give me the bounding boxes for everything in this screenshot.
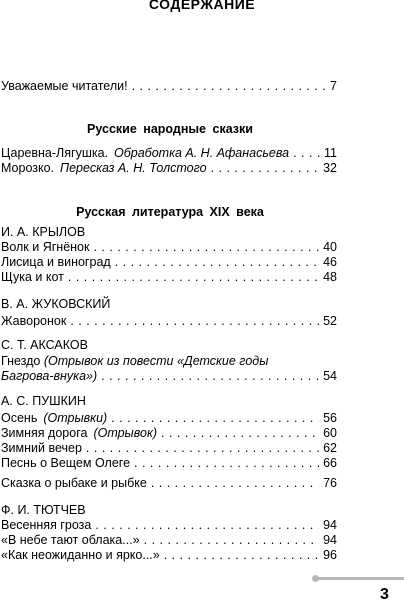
entry-page: 52: [323, 314, 337, 328]
entry-title: Гнездо: [1, 354, 41, 368]
page-title: СОДЕРЖАНИЕ: [148, 0, 256, 12]
entry-page: 7: [330, 79, 337, 93]
leader-dots: [293, 146, 320, 161]
toc-entry[interactable]: [1, 411, 337, 426]
leader-dots: [161, 426, 319, 441]
entry-page: 46: [323, 255, 337, 269]
entry-title: Песнь о Вещем Олеге: [1, 456, 131, 470]
toc-entry[interactable]: [1, 255, 337, 270]
entry-page: 66: [323, 456, 337, 470]
toc-entry[interactable]: [1, 240, 337, 255]
entry-title: Осень: [1, 411, 38, 425]
leader-dots: [134, 456, 319, 471]
entry-title: Весенняя гроза: [1, 518, 92, 532]
toc-entry[interactable]: [1, 426, 337, 441]
toc-entry[interactable]: [1, 476, 337, 491]
leader-dots: [70, 314, 319, 329]
entry-title: Щука и кот: [1, 270, 64, 284]
leader-dots: [115, 255, 319, 270]
toc-entry[interactable]: [1, 441, 337, 456]
author-tyutchev: Ф. И. ТЮТЧЕВ: [1, 503, 86, 517]
entry-page: 11: [324, 146, 337, 160]
entry-title: «Как неожиданно и ярко...»: [1, 548, 160, 562]
leader-dots: [211, 161, 320, 176]
entry-page: 56: [323, 411, 337, 425]
toc-entry-intro[interactable]: [1, 79, 337, 94]
entry-page: 94: [323, 533, 337, 547]
author-zhukovsky: В. А. ЖУКОВСКИЙ: [1, 297, 111, 311]
page-number: 3: [380, 586, 389, 603]
entry-page: 96: [323, 548, 337, 562]
leader-dots: [132, 79, 326, 94]
toc-entry[interactable]: [1, 314, 337, 329]
entry-title: Зимний вечер: [1, 441, 82, 455]
toc-entry-tsarevna[interactable]: [1, 146, 337, 161]
entry-title: Царевна-Лягушка.: [1, 146, 109, 160]
entry-page: 54: [323, 369, 337, 383]
entry-subtitle: (Отрывок): [93, 426, 158, 440]
leader-dots: [86, 441, 319, 456]
toc-entry[interactable]: [1, 270, 337, 285]
entry-page: 40: [323, 240, 337, 254]
leader-dots: [68, 270, 319, 285]
section-heading-folk-tales: Русские народные сказки: [87, 122, 253, 136]
toc-entry-morozko[interactable]: [1, 161, 337, 176]
entry-subtitle: (Отрывки): [43, 411, 108, 425]
toc-entry-aksakov-line1[interactable]: [1, 354, 268, 369]
author-pushkin: А. С. ПУШКИН: [1, 394, 86, 408]
section-heading-19th-century: Русская литература XIX века: [76, 205, 264, 219]
entry-subtitle: Багрова-внука»): [1, 369, 98, 383]
entry-title: Морозко.: [1, 161, 55, 175]
entry-title: Волк и Ягнёнок: [1, 240, 90, 254]
author-aksakov: С. Т. АКСАКОВ: [1, 338, 88, 352]
entry-title: Зимняя дорога: [1, 426, 88, 440]
entry-page: 94: [323, 518, 337, 532]
entry-title: Лисица и виноград: [1, 255, 111, 269]
leader-dots: [101, 369, 319, 384]
entry-page: 48: [323, 270, 337, 284]
author-krylov: И. А. КРЫЛОВ: [1, 225, 86, 239]
entry-subtitle: Обработка А. Н. Афанасьева: [114, 146, 290, 160]
leader-dots: [93, 240, 319, 255]
entry-page: 62: [323, 441, 337, 455]
entry-title: Жаворонок: [1, 314, 67, 328]
toc-entry[interactable]: [1, 456, 337, 471]
toc-entry[interactable]: [1, 518, 337, 533]
toc-entry[interactable]: [1, 533, 337, 548]
toc-entry-aksakov-line2[interactable]: [1, 369, 337, 384]
entry-title: Уважаемые читатели!: [1, 79, 128, 93]
leader-dots: [95, 518, 319, 533]
leader-dots: [144, 533, 319, 548]
leader-dots: [151, 476, 319, 491]
entry-page: 32: [323, 161, 337, 175]
entry-subtitle: Пересказ А. Н. Толстого: [60, 161, 207, 175]
entry-page: 76: [323, 476, 337, 490]
entry-title: Сказка о рыбаке и рыбке: [1, 476, 147, 490]
footer-rule: [318, 577, 404, 580]
entry-page: 60: [323, 426, 337, 440]
leader-dots: [111, 411, 319, 426]
toc-entry[interactable]: [1, 548, 337, 563]
leader-dots: [164, 548, 319, 563]
entry-subtitle: (Отрывок из повести «Детские годы: [43, 354, 269, 368]
entry-title: «В небе тают облака...»: [1, 533, 140, 547]
